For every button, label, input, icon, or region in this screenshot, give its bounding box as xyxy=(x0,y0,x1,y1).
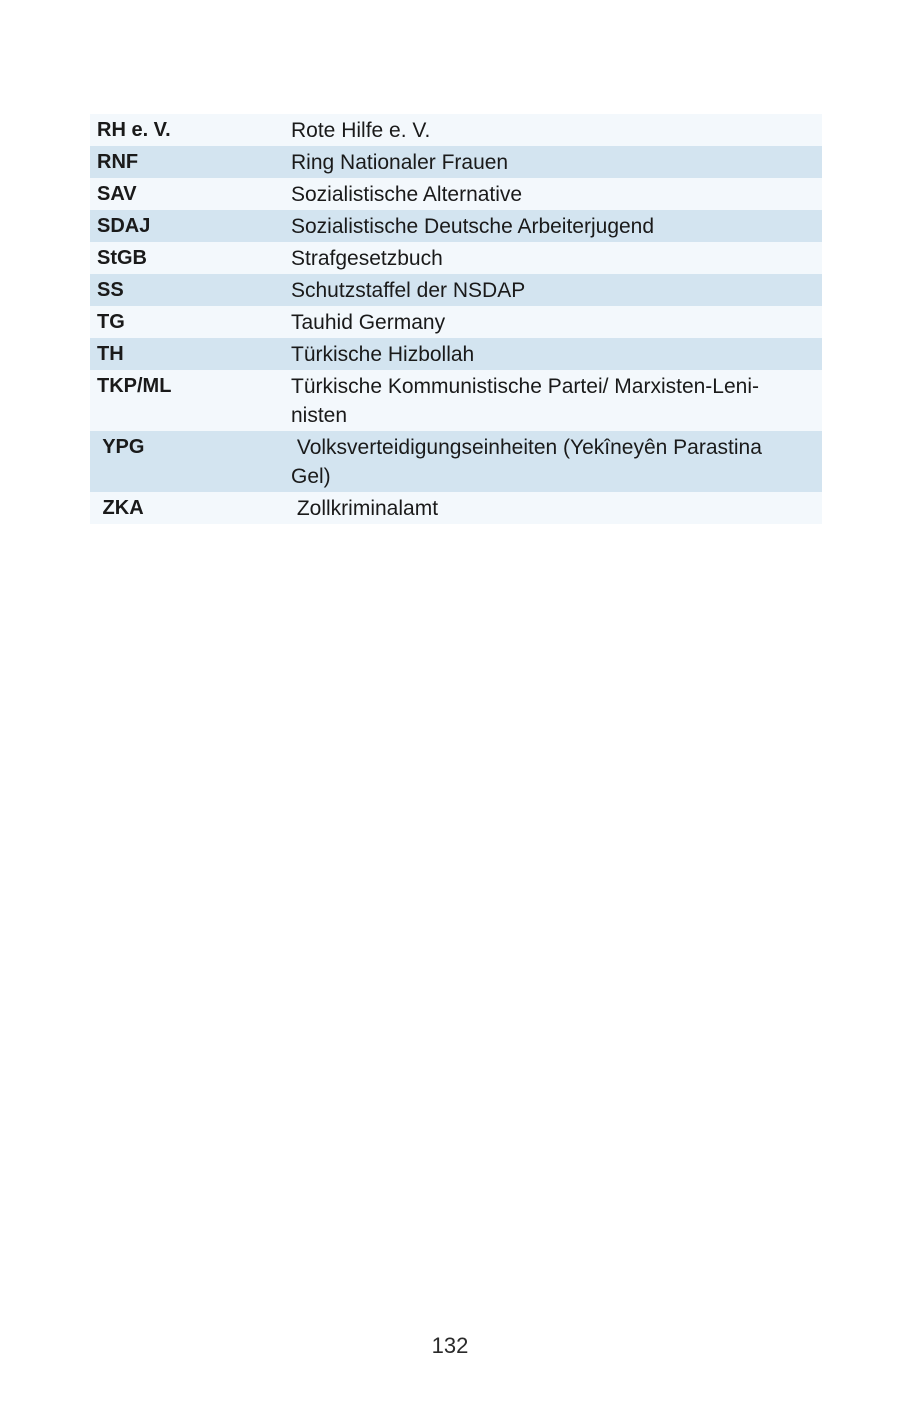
definition: Zollkriminalamt xyxy=(291,492,822,524)
table-row xyxy=(90,242,822,274)
abbreviation-table xyxy=(90,114,822,524)
abbreviation: YPG xyxy=(90,431,291,492)
table-row xyxy=(90,178,822,210)
definition: Sozialistische Alternative xyxy=(291,178,822,210)
definition: Schutzstaffel der NSDAP xyxy=(291,274,822,306)
table-row xyxy=(90,370,822,431)
table-row xyxy=(90,338,822,370)
abbreviation: TG xyxy=(90,306,291,338)
abbreviation: RNF xyxy=(90,146,291,178)
definition: Rote Hilfe e. V. xyxy=(291,114,822,146)
definition: Türkische Kommunistische Partei/ Marxisten-Leni-nisten xyxy=(291,370,822,431)
definition: Tauhid Germany xyxy=(291,306,822,338)
abbreviation: SS xyxy=(90,274,291,306)
abbreviation: RH e. V. xyxy=(90,114,291,146)
definition: Sozialistische Deutsche Arbeiterjugend xyxy=(291,210,822,242)
abbreviation: SDAJ xyxy=(90,210,291,242)
table-row xyxy=(90,146,822,178)
definition: Ring Nationaler Frauen xyxy=(291,146,822,178)
definition: Volksverteidigungseinheiten (Yekîneyên Parastina Gel) xyxy=(291,431,822,492)
definition: Türkische Hizbollah xyxy=(291,338,822,370)
abbreviation: StGB xyxy=(90,242,291,274)
page-number: 132 xyxy=(431,1333,469,1358)
table-row xyxy=(90,431,822,492)
abbreviation: SAV xyxy=(90,178,291,210)
table-row xyxy=(90,492,822,524)
abbreviation: TH xyxy=(90,338,291,370)
table-row xyxy=(90,210,822,242)
table-row xyxy=(90,306,822,338)
table-row xyxy=(90,274,822,306)
abbreviation: ZKA xyxy=(90,492,291,524)
table-row xyxy=(90,114,822,146)
definition: Strafgesetzbuch xyxy=(291,242,822,274)
abbreviation: TKP/ML xyxy=(90,370,291,431)
